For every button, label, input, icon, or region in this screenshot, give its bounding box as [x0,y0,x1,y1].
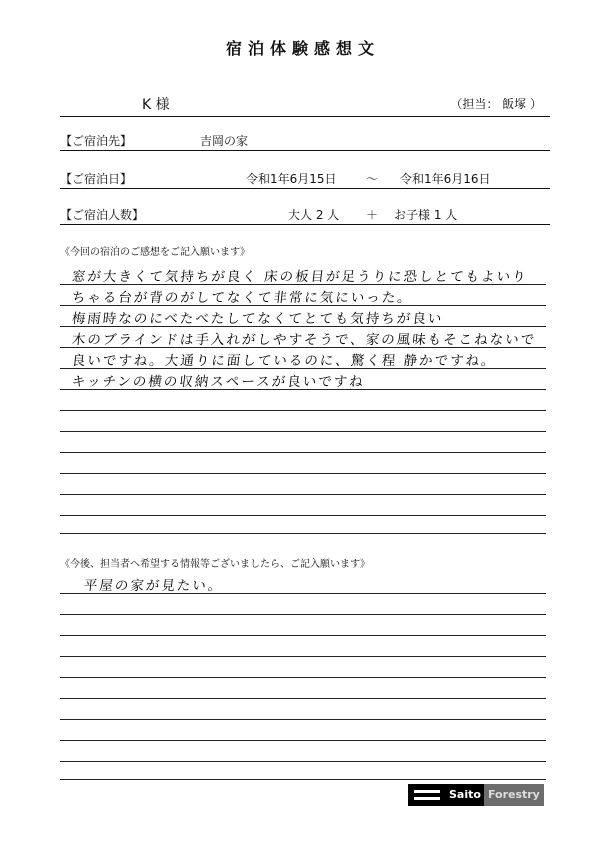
ruled-line [60,473,546,474]
date-separator: 〜 [366,172,379,186]
ruled-line [60,431,546,432]
ruled-line [60,740,546,741]
ruled-line [60,494,546,495]
ruled-line [60,656,546,657]
logo-forestry-text: Forestry [484,784,544,806]
ruled-line [60,533,546,534]
ruled-line [60,698,546,699]
guest-row [60,94,550,117]
impression-line: 窓が大きくて気持ちが良く 床の板目が足うりに恐しとてもよいり [70,269,529,285]
impressions-label: 《今回の宿泊のご感想をご記入願います》 [60,247,250,258]
logo-saito-text: Saito [446,784,484,806]
impression-line: 良いですね。大通りに面しているのに、驚く程 静かですね。 [70,353,498,369]
ruled-line [60,779,546,780]
ruled-line [60,761,546,762]
date-row [60,168,550,189]
staff-name: （担当： 飯塚 ） [450,97,542,111]
date-label: 【ご宿泊日】 [60,172,133,186]
requests-label: 《今後、担当者へ希望する情報等ございましたら、ご記入願います》 [60,559,370,570]
logo-mark-icon [408,784,446,806]
ruled-line [60,614,546,615]
ruled-line [60,719,546,720]
impression-line: ちゃる台が背のがしてなくて非常に気にいった。 [70,290,414,306]
ruled-line [60,515,546,516]
date-from: 令和1年6月15日 [246,172,337,186]
ruled-line [60,410,546,411]
location-label: 【ご宿泊先】 [60,134,133,148]
impression-line: 梅雨時なのにべたべたしてなくてとても気持ちが良い [70,311,445,327]
guest-name: K 様 [142,97,170,113]
impression-line: 木のブラインドは手入れがしやすそうで、家の風味もそこねないで [70,332,537,348]
ruled-line [60,452,546,453]
people-row [60,204,550,225]
children-count: お子様 1 人 [394,208,458,222]
impression-line: キッチンの横の収納スペースが良いですね [70,374,366,390]
request-line: 平屋の家が見たい。 [82,578,225,594]
ruled-line [60,677,546,678]
ruled-line [60,635,546,636]
adults-count: 大人 2 人 [288,208,340,222]
people-label: 【ご宿泊人数】 [60,208,145,222]
location-row [60,130,550,151]
date-to: 令和1年6月16日 [400,172,491,186]
page-title: 宿泊体験感想文 [225,39,380,58]
plus-sign: ＋ [366,208,379,222]
saito-forestry-logo [408,784,544,806]
location-value: 吉岡の家 [200,134,249,148]
